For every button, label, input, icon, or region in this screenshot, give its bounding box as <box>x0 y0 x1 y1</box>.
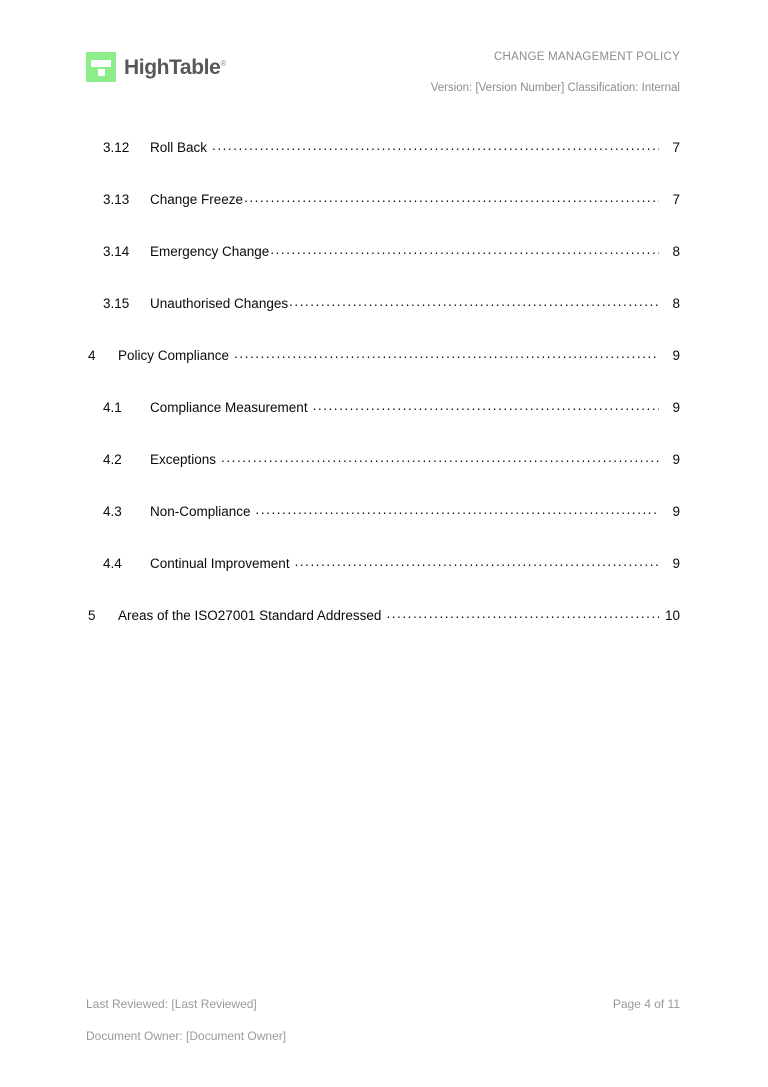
toc-entry-page-number: 8 <box>672 296 680 311</box>
toc-entry-title: Non-Compliance <box>150 504 251 519</box>
logo-bar-shape <box>91 60 111 67</box>
footer-document-owner: Document Owner: [Document Owner] <box>86 1029 287 1043</box>
toc-entry-title: Emergency Change <box>150 244 270 259</box>
toc-entry-number: 4.1 <box>103 400 122 415</box>
toc-entry-number: 4.4 <box>103 556 122 571</box>
footer-last-reviewed: Last Reviewed: [Last Reviewed] <box>86 997 257 1011</box>
brand-name-text: HighTable <box>124 55 221 79</box>
toc-entry-page-number: 9 <box>672 348 680 363</box>
footer-page-indicator: Page 4 of 11 <box>612 997 680 1011</box>
toc-entry[interactable] <box>86 554 680 574</box>
registered-trademark-icon: ® <box>220 58 226 68</box>
toc-entry[interactable] <box>86 346 680 366</box>
toc-entry-number: 4 <box>88 348 96 363</box>
toc-entry[interactable] <box>86 294 680 314</box>
toc-entry-title: Roll Back <box>150 140 208 155</box>
toc-dot-leader <box>212 138 659 152</box>
document-footer <box>86 998 680 1042</box>
toc-dot-leader <box>270 242 659 256</box>
toc-entry-page-number: 9 <box>672 400 680 415</box>
toc-dot-leader <box>289 294 659 308</box>
toc-entry[interactable] <box>86 138 680 158</box>
toc-entry-number: 3.15 <box>103 296 130 311</box>
toc-entry-page-number: 8 <box>672 244 680 259</box>
toc-entry-page-number: 9 <box>672 452 680 467</box>
document-title: CHANGE MANAGEMENT POLICY <box>494 51 680 63</box>
toc-entry-number: 3.13 <box>103 192 130 207</box>
footer-row-primary <box>86 998 680 1010</box>
toc-entry-number: 4.2 <box>103 452 122 467</box>
brand-wordmark <box>124 57 226 78</box>
footer-row-secondary <box>86 1030 680 1042</box>
toc-entry-page-number: 9 <box>672 504 680 519</box>
toc-entry-title: Unauthorised Changes <box>150 296 289 311</box>
toc-entry-page-number: 9 <box>672 556 680 571</box>
toc-entry-title: Policy Compliance <box>118 348 230 363</box>
toc-entry[interactable] <box>86 190 680 210</box>
toc-entry[interactable] <box>86 502 680 522</box>
toc-dot-leader <box>234 346 659 360</box>
toc-entry[interactable] <box>86 242 680 262</box>
toc-dot-leader <box>221 450 659 464</box>
toc-entry-number: 5 <box>88 608 96 623</box>
toc-entry[interactable] <box>86 398 680 418</box>
toc-dot-leader <box>256 502 659 516</box>
brand-logo <box>86 52 226 82</box>
toc-dot-leader <box>313 398 659 412</box>
toc-entry[interactable] <box>86 450 680 470</box>
table-of-contents <box>86 138 680 658</box>
toc-entry-number: 3.12 <box>103 140 130 155</box>
logo-stem-shape <box>98 69 105 76</box>
document-header <box>86 48 680 110</box>
toc-entry-page-number: 7 <box>672 192 680 207</box>
toc-entry-title: Change Freeze <box>150 192 244 207</box>
toc-entry-title: Continual Improvement <box>150 556 290 571</box>
toc-dot-leader <box>295 554 659 568</box>
toc-entry-number: 3.14 <box>103 244 130 259</box>
hightable-logo-icon <box>86 52 116 82</box>
toc-entry-page-number: 10 <box>664 608 680 623</box>
toc-entry-page-number: 7 <box>672 140 680 155</box>
toc-entry-title: Exceptions <box>150 452 217 467</box>
toc-entry-title: Areas of the ISO27001 Standard Addressed <box>118 608 382 623</box>
header-right-block <box>431 48 680 94</box>
toc-entry-title: Compliance Measurement <box>150 400 308 415</box>
toc-entry-number: 4.3 <box>103 504 122 519</box>
toc-entry[interactable] <box>86 606 680 626</box>
document-version-classification: Version: [Version Number] Classification: Internal <box>430 81 680 94</box>
toc-dot-leader <box>386 606 659 620</box>
toc-dot-leader <box>244 190 659 204</box>
